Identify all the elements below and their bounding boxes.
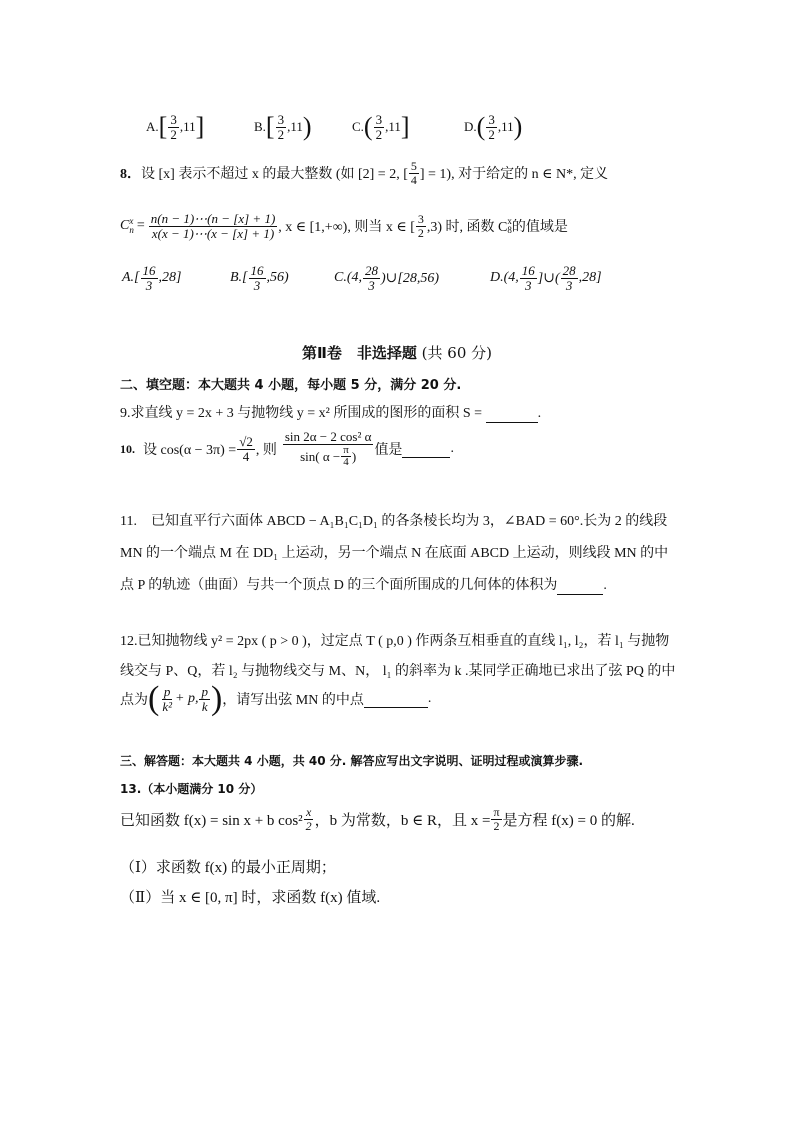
fraction: [486, 113, 497, 141]
q10-text: 值是: [374, 443, 403, 459]
den-text: ): [351, 448, 357, 464]
frac-num: √2: [239, 434, 253, 450]
section3-header: 三、解答题：本大题共 4 小题，共 40 分. 解答应写出文字说明、证明过程或演算步骤.: [120, 754, 584, 768]
option-tail: ,11: [385, 119, 401, 134]
frac-num: 3: [488, 111, 495, 127]
bracket-open: [: [265, 112, 275, 141]
frac-num: sin 2α − 2 cos² α: [284, 429, 372, 444]
frac-den: 2: [277, 126, 285, 142]
frac-num: π: [343, 443, 349, 456]
fraction: [141, 264, 158, 292]
frac-num: p: [201, 683, 208, 699]
option-tail: ,11: [287, 119, 303, 134]
option-tail: ,11: [179, 119, 196, 134]
answer-blank: [364, 691, 428, 708]
q13-text: ，b 为常数，b ∈ R，且 x =: [314, 812, 491, 829]
frac-num: 3: [170, 111, 177, 127]
frac-den: 4: [410, 172, 417, 187]
fraction: [199, 685, 210, 713]
option-post: ,56): [266, 270, 289, 286]
question-number: 10.: [120, 441, 135, 456]
option-post: ,28]: [578, 270, 602, 286]
bracket-close: ): [302, 112, 312, 141]
q9-text: 9.求直线 y = 2x + 3 与抛物线 y = x² 所围成的图形的面积 S =: [120, 406, 486, 421]
q13-text: 是方程 f(x) = 0 的解.: [502, 812, 635, 829]
option-mid: ]∪(: [537, 270, 560, 286]
q11-text-end: .: [603, 578, 607, 593]
big-fraction: [283, 430, 374, 469]
pi-fraction: [491, 806, 501, 832]
paren-open: (: [148, 680, 160, 717]
frac-den: 2: [305, 818, 312, 833]
c-sup: x: [129, 216, 134, 227]
bracket-close: ]: [195, 112, 205, 141]
q12-line2: 线交与 P、Q，若 l₂ 与抛物线交与 M、N， l₁ 的斜率为 k .某同学正确地已求出了弦 PQ 的中: [120, 664, 676, 679]
bracket-open: (: [476, 112, 486, 141]
option-label: A.: [146, 119, 159, 134]
q8-option-a: [122, 264, 230, 292]
q10-text-end: .: [450, 441, 454, 457]
frac-den: [298, 445, 358, 469]
q12-line1: 12.已知抛物线 y² = 2px ( p > 0 )，过定点 T ( p,0 ) 作两条互相垂直的直线 l₁, l₂，若 l₁ 与抛物: [120, 634, 670, 649]
fraction: [416, 213, 426, 239]
c8-sub: 8: [507, 225, 512, 236]
q7-options: [146, 104, 566, 150]
frac-den: 4: [343, 456, 349, 469]
q12-text-end: .: [427, 691, 432, 706]
q9: [120, 402, 541, 423]
fraction: [237, 435, 255, 463]
bracket-close: ): [513, 112, 523, 141]
frac-den: k²: [162, 698, 172, 714]
c-symbol: [120, 217, 134, 235]
option-label: B.: [254, 119, 266, 134]
fraction: [276, 113, 287, 141]
frac-den: 2: [170, 126, 177, 142]
bracket-close: ]: [400, 112, 410, 141]
combination-fraction: [149, 212, 278, 240]
q7-option-a: [146, 113, 254, 141]
q13-part2: （Ⅱ）当 x ∈ [0, π] 时，求函数 f(x) 值域.: [120, 890, 381, 906]
frac-num: π: [493, 805, 500, 819]
fraction: [304, 806, 314, 832]
frac-num: 3: [417, 212, 424, 227]
q8-text: ,3) 时, 函数 C: [426, 220, 508, 236]
q10-text: 设 cos(α − 3π) =: [143, 443, 237, 459]
fraction: [561, 264, 578, 292]
q7-option-b: [254, 113, 352, 141]
frac-num: 16: [521, 263, 535, 278]
q8-options: [122, 264, 642, 292]
c-indices: [129, 217, 134, 235]
den-text: sin( α −: [300, 448, 341, 464]
frac-den: 3: [525, 277, 532, 293]
q13-text: 已知函数 f(x) = sin x + b cos²: [120, 812, 303, 829]
part2-title: [0, 342, 794, 363]
frac-den: 4: [242, 448, 250, 464]
frac-den: 3: [253, 277, 261, 293]
q8-option-b: [230, 264, 334, 292]
q13-header: 13.（本小题满分 10 分）: [120, 782, 263, 796]
answer-blank: [557, 578, 603, 595]
frac-den: 3: [565, 277, 573, 293]
frac-den: 2: [417, 225, 424, 240]
part2-heading: 第Ⅱ卷 非选择题: [302, 344, 417, 362]
equals-sign: =: [136, 218, 145, 234]
frac-num: p: [163, 683, 171, 699]
option-post: )∪[28,56): [381, 270, 440, 286]
q10: [120, 430, 454, 469]
frac-den: x(x − 1)⋯(x − [x] + 1): [151, 225, 275, 241]
frac-num: 5: [410, 159, 417, 173]
q11-line2: MN 的一个端点 M 在 DD₁ 上运动，另一个端点 N 在底面 ABCD 上运动，则线段 MN 的中: [120, 546, 669, 561]
frac-num: 16: [142, 263, 156, 278]
q12-text: ，请写出弦 MN 的中点: [222, 693, 364, 708]
pi-fraction: [341, 445, 351, 469]
q13-statement: [120, 806, 635, 832]
fraction: [363, 264, 380, 292]
frac-den: 3: [368, 277, 375, 293]
frac-num: x: [305, 805, 312, 819]
frac-den: 3: [145, 277, 153, 293]
option-pre: B.[: [230, 270, 248, 286]
option-label: C.: [352, 119, 364, 134]
answer-blank: [486, 406, 538, 423]
q8-line2: [120, 212, 568, 240]
option-pre: C.(4,: [334, 270, 362, 286]
c-letter: C: [120, 218, 130, 234]
q12-line3: [120, 678, 431, 720]
q8-line1: [120, 160, 608, 186]
fraction: [409, 160, 419, 186]
q8-option-c: [334, 264, 490, 292]
fraction: [160, 685, 174, 713]
frac-num: 16: [250, 263, 264, 278]
option-tail: ,11: [497, 119, 514, 134]
q9-text-end: .: [537, 406, 542, 421]
c-sub: n: [129, 225, 134, 236]
q7-option-d: [464, 113, 522, 141]
q8-option-d: [490, 264, 602, 292]
frac-num: 28: [365, 263, 378, 278]
q11-line3: [120, 574, 607, 595]
q8-text: ] = 1), 对于给定的 n ∈ N*, 定义: [419, 167, 609, 183]
q12-mid: + p,: [175, 691, 199, 706]
bracket-open: [: [158, 112, 168, 141]
paren-close: ): [210, 680, 223, 717]
section2-header: 二、填空题：本大题共 4 小题，每小题 5 分，满分 20 分.: [120, 378, 462, 393]
q8-text: , x ∈ [1,+∞), 则当 x ∈ [: [278, 220, 415, 236]
frac-den: k: [201, 698, 208, 714]
option-label: D.: [464, 119, 477, 134]
option-pre: A.[: [122, 270, 140, 286]
q13-part1: （Ⅰ）求函数 f(x) 的最小正周期；: [120, 860, 336, 876]
q8-text: 的值域是: [511, 220, 568, 236]
q11-text: 点 P 的轨迹（曲面）与共一个顶点 D 的三个面所围成的几何体的体积为: [120, 578, 558, 593]
fraction: [374, 113, 385, 141]
question-number: 8．: [120, 167, 141, 183]
q10-text: , 则: [255, 443, 277, 459]
q12-text: 点为: [120, 693, 148, 708]
frac-den: 2: [375, 126, 383, 142]
q11-line1: 11. 已知直平行六面体 ABCD − A₁B₁C₁D₁ 的各条棱长均为 3，∠BAD = 60°.长为 2 的线段: [120, 514, 668, 529]
option-pre: D.(4,: [490, 270, 519, 286]
fraction: [249, 264, 266, 292]
frac-num: n(n − 1)⋯(n − [x] + 1): [150, 211, 276, 226]
fraction: [168, 113, 179, 141]
frac-num: 28: [562, 263, 576, 278]
frac-num: 3: [375, 111, 383, 127]
frac-den: 2: [493, 818, 500, 833]
q8-text: 设 [x] 表示不超过 x 的最大整数 (如 [2] = 2, [: [141, 167, 408, 183]
frac-num: 3: [277, 111, 285, 127]
c8-sup: x: [507, 216, 512, 227]
frac-den: 2: [488, 126, 495, 142]
answer-blank: [402, 441, 450, 458]
bracket-open: (: [363, 112, 373, 141]
q7-option-c: [352, 113, 464, 141]
fraction: [520, 264, 537, 292]
part2-subheading: (共 60 分): [421, 344, 492, 362]
option-post: ,28]: [158, 270, 182, 286]
